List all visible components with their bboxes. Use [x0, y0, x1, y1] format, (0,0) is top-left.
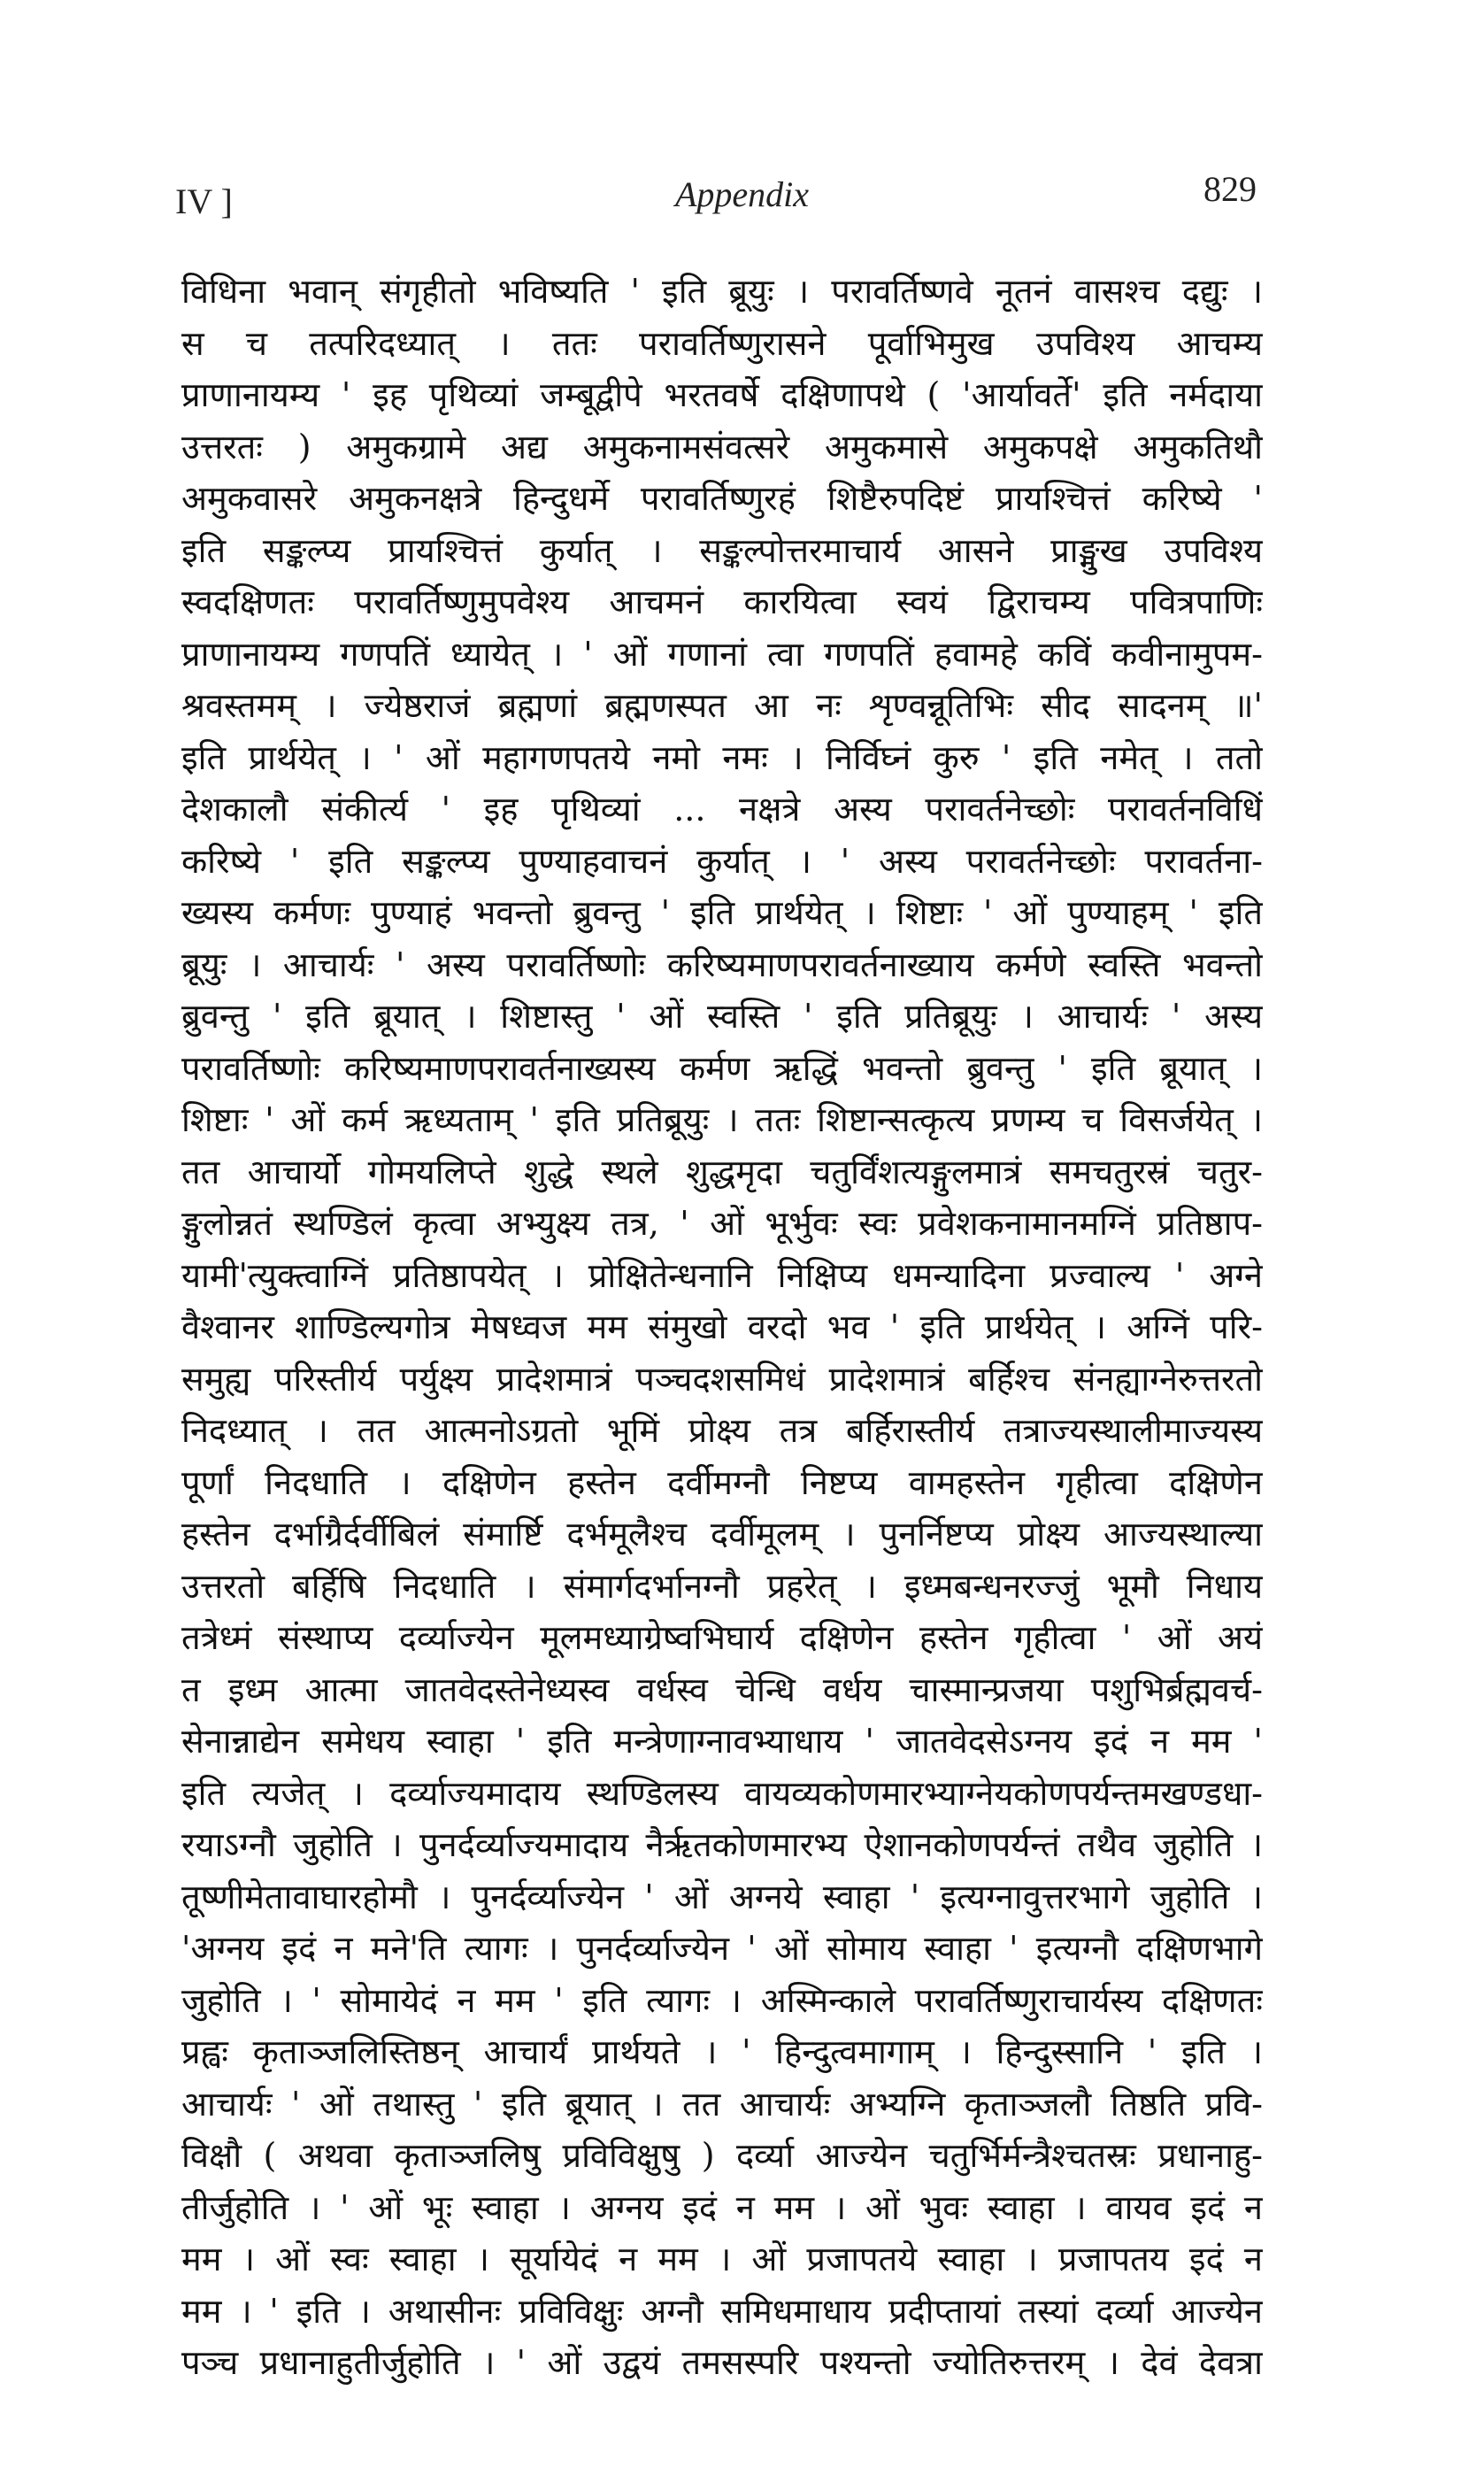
text-line: श्रवस्तमम् । ज्येष्ठराजं ब्रह्मणां ब्रह्मणस्पत आ नः शृण्वन्नूतिभिः सीद सादनम् ॥' — [181, 686, 1263, 725]
text-line: यामी'त्युक्त्वाग्निं प्रतिष्ठापयेत् । प्रोक्षितेन्धनानि निक्षिप्य धमन्यादिना प्रज्वाल्य ' अग्ने — [181, 1255, 1263, 1295]
text-line: मम । ओं स्वः स्वाहा । सूर्यायेदं न मम । ओं प्रजापतये स्वाहा । प्रजापतय इदं न — [181, 2240, 1263, 2278]
text-line: स्वदक्षिणतः परावर्तिष्णुमुपवेश्य आचमनं कारयित्वा स्वयं द्विराचम्य पवित्रपाणिः — [181, 582, 1263, 621]
text-line: ब्रूयुः । आचार्यः ' अस्य परावर्तिष्णोः करिष्यमाणपरावर्तनाख्याय कर्मणे स्वस्ति भवन्तो — [181, 944, 1263, 984]
text-line: शिष्टाः ' ओं कर्म ऋध्यताम् ' इति प्रतिब्रूयुः । ततः शिष्टान्सत्कृत्य प्रणम्य च विसर्जयेत् । — [181, 1100, 1263, 1139]
text-line: प्राणानायम्य ' इह पृथिव्यां जम्बूद्वीपे भरतवर्षे दक्षिणापथे ( 'आर्यावर्ते' इति नर्मदाया — [181, 375, 1263, 414]
text-line: निदध्यात् । तत आत्मनोऽग्रतो भूमिं प्रोक्ष्य तत्र बर्हिरास्तीर्य तत्राज्यस्थालीमाज्यस्य — [181, 1411, 1263, 1450]
text-line: विधिना भवान् संगृहीतो भविष्यति ' इति ब्रूयुः । परावर्तिष्णवे नूतनं वासश्च दद्युः । — [181, 272, 1263, 311]
text-line: समुह्य परिस्तीर्य पर्युक्ष्य प्रादेशमात्रं पञ्चदशसमिधं प्रादेशमात्रं बर्हिश्च संनह्याग्नेरुत्तरतो — [181, 1359, 1263, 1399]
text-line: तीर्जुहोति । ' ओं भूः स्वाहा । अग्नय इदं न मम । ओं भुवः स्वाहा । वायव इदं न — [181, 2187, 1263, 2227]
text-line: पञ्च प्रधानाहुतीर्जुहोति । ' ओं उद्वयं तमसस्परि पश्यन्तो ज्योतिरुत्तरम् । देवं देवत्रा — [181, 2343, 1263, 2382]
text-line: वैश्वानर शाण्डिल्यगोत्र मेषध्वज मम संमुखो वरदो भव ' इति प्रार्थयेत् । अग्निं परि- — [181, 1307, 1263, 1346]
text-line: विक्षौ ( अथवा कृताञ्जलिषु प्रविविक्षुषु ) दर्व्या आज्येन चतुर्भिर्मन्त्रैश्चतस्रः प्रधानाहु- — [181, 2136, 1263, 2175]
running-title: Appendix — [674, 174, 810, 214]
text-line: तत्रेध्मं संस्थाप्य दर्व्याज्येन मूलमध्याग्रेष्वभिघार्य दक्षिणेन हस्तेन गृहीत्वा ' ओं अयं — [181, 1618, 1263, 1657]
text-line: त इध्म आत्मा जातवेदस्तेनेध्यस्व वर्धस्व चेन्धि वर्धय चास्मान्प्रजया पशुभिर्ब्रह्मवर्च- — [181, 1669, 1263, 1709]
text-line: सेनान्नाद्येन समेधय स्वाहा ' इति मन्त्रेणाग्नावभ्याधाय ' जातवेदसेऽग्नय इदं न मम ' — [181, 1722, 1263, 1761]
text-line: उत्तरतः ) अमुकग्रामे अद्य अमुकनामसंवत्सरे अमुकमासे अमुकपक्षे अमुकतिथौ — [181, 427, 1263, 466]
text-line: परावर्तिष्णोः करिष्यमाणपरावर्तनाख्यस्य कर्मण ऋद्धिं भवन्तो ब्रुवन्तु ' इति ब्रूयात् । — [181, 1048, 1263, 1088]
text-line: इति सङ्कल्प्य प्रायश्चित्तं कुर्यात् । सङ्कल्पोत्तरमाचार्य आसने प्राङ्मुख उपविश्य — [181, 530, 1263, 570]
text-line: तत आचार्यो गोमयलिप्ते शुद्धे स्थले शुद्धमृदा चतुर्विंशत्यङ्गुलमात्रं समचतुरस्रं चतुर- — [181, 1152, 1263, 1191]
text-line: देशकालौ संकीर्त्य ' इह पृथिव्यां ... नक्षत्रे अस्य परावर्तनेच्छोः परावर्तनविधिं — [181, 790, 1263, 829]
text-line: जुहोति । ' सोमायेदं न मम ' इति त्यागः । अस्मिन्काले परावर्तिष्णुराचार्यस्य दक्षिणतः — [181, 1980, 1263, 2020]
text-line: मम । ' इति । अथासीनः प्रविविक्षुः अग्नौ समिधमाधाय प्रदीप्तायां तस्यां दर्व्या आज्येन — [181, 2291, 1263, 2331]
text-line: स च तत्परिदध्यात् । ततः परावर्तिष्णुरासने पूर्वाभिमुख उपविश्य आचम्य — [181, 323, 1263, 363]
text-line: उत्तरतो बर्हिषि निदधाति । संमार्गदर्भानग्नौ प्रहरेत् । इध्मबन्धनरज्जुं भूमौ निधाय — [181, 1566, 1263, 1606]
text-line: ङ्गुलोन्नतं स्थण्डिलं कृत्वा अभ्युक्ष्य तत्र, ' ओं भूर्भुवः स्वः प्रवेशकनामानमग्निं प्रतिष्ठाप- — [181, 1204, 1263, 1243]
chapter-marker: IV ] — [175, 181, 233, 221]
text-line: करिष्ये ' इति सङ्कल्प्य पुण्याहवाचनं कुर्यात् । ' अस्य परावर्तनेच्छोः परावर्तना- — [181, 841, 1263, 881]
text-line: पूर्णां निदधाति । दक्षिणेन हस्तेन दर्वीमग्नौ निष्टप्य वामहस्तेन गृहीत्वा दक्षिणेन — [181, 1462, 1263, 1502]
body-text — [181, 266, 1263, 2389]
text-line: प्रह्वः कृताञ्जलिस्तिष्ठन् आचार्यं प्रार्थयते । ' हिन्दुत्वमागाम् । हिन्दुस्सानि ' इति । — [181, 2032, 1263, 2071]
text-line: ब्रुवन्तु ' इति ब्रूयात् । शिष्टास्तु ' ओं स्वस्ति ' इति प्रतिब्रूयुः । आचार्यः ' अस्य — [181, 997, 1263, 1036]
text-line: रयाऽग्नौ जुहोति । पुनर्दर्व्याज्यमादाय नैर्ऋतकोणमारभ्य ऐशानकोणपर्यन्तं तथैव जुहोति । — [181, 1825, 1263, 1864]
text-line: आचार्यः ' ओं तथास्तु ' इति ब्रूयात् । तत आचार्यः अभ्यग्नि कृताञ्जलौ तिष्ठति प्रवि- — [181, 2084, 1263, 2124]
text-line: हस्तेन दर्भाग्रैर्दर्वीबिलं संमार्ष्टि दर्भमूलैश्च दर्वीमूलम् । पुनर्निष्टप्य प्रोक्ष्य आज्यस्थाल्या — [181, 1515, 1263, 1553]
text-line: ख्यस्य कर्मणः पुण्याहं भवन्तो ब्रुवन्तु ' इति प्रार्थयेत् । शिष्टाः ' ओं पुण्याहम् ' इति — [181, 893, 1263, 932]
text-line: तूष्णीमेतावाघारहोमौ । पुनर्दर्व्याज्येन ' ओं अग्नये स्वाहा ' इत्यग्नावुत्तरभागे जुहोति । — [181, 1877, 1263, 1916]
text-line: इति त्यजेत् । दर्व्याज्यमादाय स्थण्डिलस्य वायव्यकोणमारभ्याग्नेयकोणपर्यन्तमखण्डधा- — [181, 1773, 1263, 1813]
text-line: अमुकवासरे अमुकनक्षत्रे हिन्दुधर्मे परावर्तिष्णुरहं शिष्टैरुपदिष्टं प्रायश्चित्तं करिष्ये ' — [181, 479, 1263, 518]
page-number: 829 — [1203, 169, 1257, 209]
text-line: इति प्रार्थयेत् । ' ओं महागणपतये नमो नमः । निर्विघ्नं कुरु ' इति नमेत् । ततो — [181, 737, 1263, 777]
text-line: 'अग्नय इदं न मने'ति त्यागः । पुनर्दर्व्याज्येन ' ओं सोमाय स्वाहा ' इत्यग्नौ दक्षिणभागे — [181, 1929, 1263, 1968]
text-line: प्राणानायम्य गणपतिं ध्यायेत् । ' ओं गणानां त्वा गणपतिं हवामहे कविं कवीनामुपम- — [181, 634, 1263, 674]
